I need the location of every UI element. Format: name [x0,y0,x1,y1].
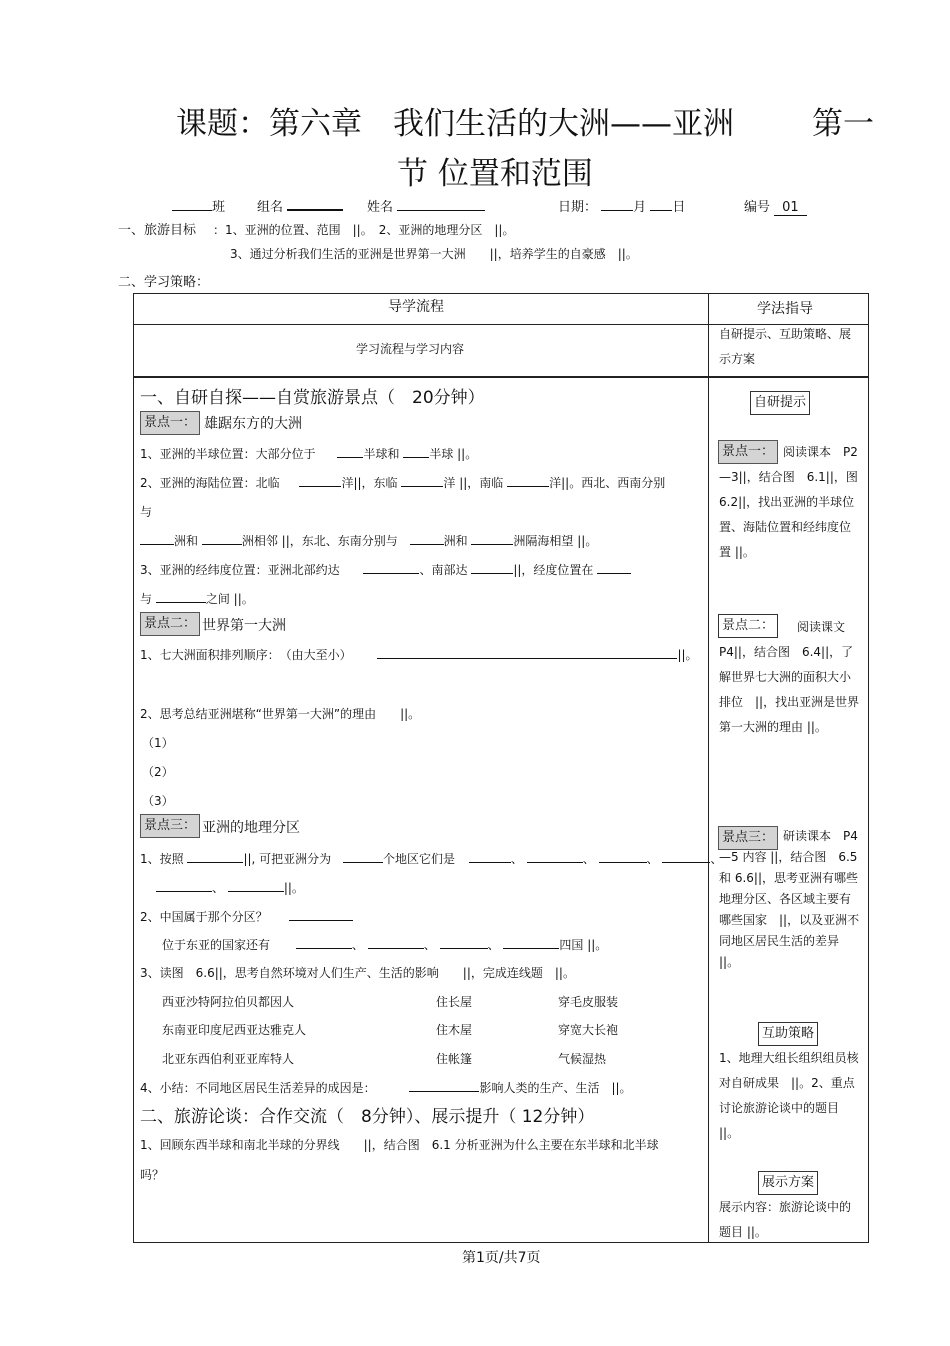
spot1-q2-cont: 与 [140,505,153,519]
spot2-item-1: （1） [142,736,174,750]
number-label: 编号 [744,200,771,215]
goals-item3: 3、通过分析我们生活的亚洲是世界第一大洲 ||，培养学生的自豪感 ||。 [230,247,638,261]
number-value: 01 [774,200,807,216]
spot2-title: 世界第一大洲 [202,618,286,634]
cooperation-strategy-box: 互助策略 [758,1022,818,1046]
spot2-q1: 1、七大洲面积排列顺序： （由大至小） ||。 [140,648,698,662]
goals-label: 一、旅游目标 [118,223,197,238]
table-sub-right: 自研提示、互助策略、展示方案 [719,327,852,366]
table-head-right: 学法指导 [757,301,813,317]
spot3-badge: 景点三： [140,814,200,838]
table-sub-left: 学习流程与学习内容 [356,342,465,356]
guide-spot2-text: 阅读课文 P4||，结合图 6.4||，了解世界七大洲的面积大小排位 ||，找出亚洲是世界第一大洲的理由 ||。 [719,620,860,734]
part2-q1: 1、回顾东西半球和南北半球的分界线 ||，结合图 6.1 分析亚洲为什么主要在东半球和北半球吗？ [140,1138,659,1182]
spot2-badge: 景点二： [140,612,200,636]
match-right-1[interactable]: 穿毛皮服装 [558,995,619,1009]
info-row [172,196,225,215]
self-study-tips-box: 自研提示 [750,391,810,415]
spot3-q3: 3、读图 6.6||，思考自然环境对人们生产、生活的影响 ||，完成连线题 ||。 [140,966,575,980]
cooperation-strategy-text: 1、地理大组长组织组员核对自研成果 ||。2、重点讨论旅游论谈中的题目 ||。 [719,1051,859,1140]
name-label: 姓名 [367,200,394,215]
page-title-line1-end: 第一 [812,106,874,142]
month-blank[interactable] [601,198,633,211]
page-footer: 第1页/共7页 [462,1250,541,1266]
match-left-3[interactable]: 北亚东西伯利亚亚库特人 [162,1052,295,1066]
spot2-item-2: （2） [142,765,174,779]
spot1-q1: 1、亚洲的半球位置：大部分位于 半球和 半球 ||。 [140,447,478,461]
match-mid-2[interactable]: 住木屋 [436,1023,473,1037]
spot1-title: 雄踞东方的大洲 [204,416,302,432]
match-right-3[interactable]: 气候湿热 [558,1052,607,1066]
date-field [558,196,685,215]
strategy-label: 二、学习策略： [118,275,210,290]
date-label: 日期： [558,200,598,215]
guide-spot3-text: 研读课本 P4 —5 内容 ||，结合图 6.5 和 6.6||，思考亚洲有哪些地理分区、各区域主要有哪些国家 ||，以及亚洲不同地区居民生活的差异 ||。 [719,829,860,969]
spot3-q1b: 、 ||。 [156,879,304,896]
match-left-2[interactable]: 东南亚印度尼西亚达雅克人 [162,1023,307,1037]
name-field [367,196,485,215]
name-blank[interactable] [397,198,485,211]
table-head-left: 导学流程 [388,299,444,315]
spot2-item-3: （3） [142,794,174,808]
spot2-q2: 2、思考总结亚洲堪称“世界第一大洲”的理由 ||。 [140,707,421,721]
class-blank[interactable] [172,198,212,211]
part2-heading: 二、旅游论谈：合作交流（ 8分钟）、展示提升（ 12分钟） [140,1107,595,1127]
presentation-plan-text: 展示内容：旅游论谈中的题目 ||。 [719,1200,852,1239]
group-blank[interactable] [287,197,343,211]
guide-spot2-badge: 景点二： [718,614,778,638]
presentation-plan-box: 展示方案 [758,1171,818,1195]
guide-spot1-text: 阅读课本 P2 —3||，结合图 6.1||，图 6.2||，找出亚洲的半球位置、海陆位置和经纬度位置 ||。 [719,445,858,559]
spot1-q2: 2、亚洲的海陆位置：北临 洋||，东临 洋 ||，南临 洋||。西北、西南分别 [140,476,666,490]
day-blank[interactable] [650,198,672,211]
spot3-q4: 4、小结：不同地区居民生活差异的成因是： 影响人类的生产、生活 ||。 [140,1081,632,1095]
spot1-badge: 景点一： [140,411,200,435]
group-field [257,196,343,215]
month-label: 月 [633,200,647,215]
group-label: 组名 [257,200,284,215]
match-right-2[interactable]: 穿宽大长袍 [558,1023,619,1037]
spot1-q3: 3、亚洲的经纬度位置：亚洲北部约达 、南部达 ||，经度位置在 [140,561,631,578]
page-title-line1: 课题：第六章 我们生活的大洲——亚洲 [176,106,734,142]
spot3-title: 亚洲的地理分区 [202,820,300,836]
part1-heading: 一、自研自探——自赏旅游景点（ 20分钟） [140,388,485,408]
day-label: 日 [672,200,686,215]
number-field [744,196,807,215]
class-label: 班 [212,200,226,215]
match-mid-1[interactable]: 住长屋 [436,995,473,1009]
guide-spot3-badge: 景点三： [718,826,778,850]
goals-item1: ：1、亚洲的位置、范围 ||。 2、亚洲的地理分区 ||。 [213,223,515,237]
spot3-q2b: 位于东亚的国家还有 、 、 、 四国 ||。 [162,938,608,952]
match-mid-3[interactable]: 住帐篷 [436,1052,473,1066]
guide-spot1-badge: 景点一： [718,440,778,464]
match-left-1[interactable]: 西亚沙特阿拉伯贝都因人 [162,995,295,1009]
page-title-line2: 节 位置和范围 [397,156,593,192]
spot1-q2b: 洲和 洲相邻 ||，东北、东南分别与 洲和 洲隔海相望 ||。 [140,532,597,549]
spot3-q1: 1、按照 ||, 可把亚洲分为 个地区它们是 、 、 、 、 [140,852,723,866]
spot3-q2: 2、中国属于那个分区？ [140,908,353,925]
spot1-q3b: 与 之间 ||。 [140,592,254,606]
